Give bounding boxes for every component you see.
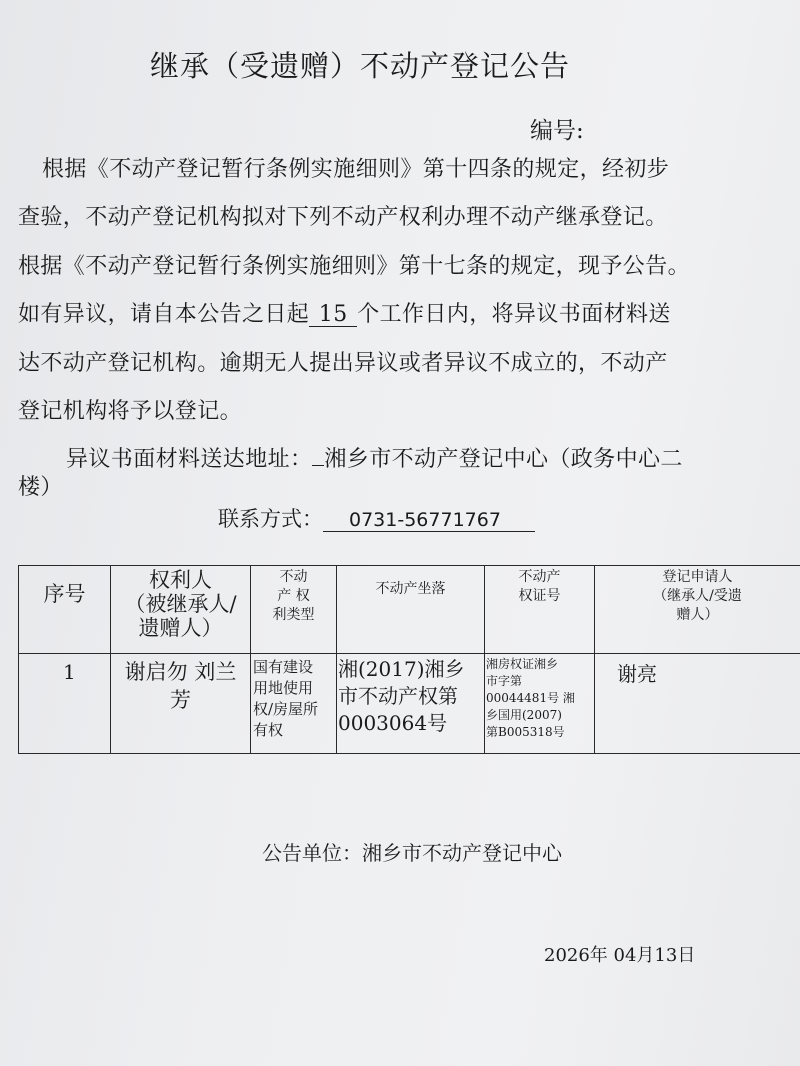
- issuing-unit: 公告单位：湘乡市不动产登记中心: [262, 841, 562, 865]
- header-applicant: 登记申请人 （继承人/受遗 赠人）: [595, 566, 800, 654]
- body-line-6: 登记机构将予以登记。: [18, 399, 243, 424]
- row-location: 湘(2017)湘乡 市不动产权第 0003064号: [337, 654, 485, 754]
- header-seq: 序号: [19, 566, 111, 654]
- address-underline: [312, 465, 324, 466]
- address-value: 湘乡市不动产登记中心（政务中心二: [324, 447, 683, 472]
- row-applicant: 谢亮: [595, 654, 800, 754]
- row-certificate: 湘房权证湘乡 市字第 00044481号 湘 乡国用(2007) 第B005318号: [485, 654, 595, 754]
- row-right-holder: 谢启勿 刘兰 芳: [111, 654, 251, 754]
- objection-period-suffix: 个工作日内，将异议书面材料送: [357, 302, 671, 327]
- header-location: 不动产坐落: [337, 566, 485, 654]
- page-title: 继承（受遗赠）不动产登记公告: [150, 49, 571, 83]
- header-certificate: 不动产 权证号: [485, 566, 595, 654]
- body-line-1: 根据《不动产登记暂行条例实施细则》第十四条的规定，经初步: [42, 157, 670, 182]
- table-header-row: [19, 566, 800, 654]
- objection-period-prefix: 如有异议，请自本公告之日起: [18, 302, 310, 327]
- contact-phone: 0731-56771767: [323, 509, 535, 532]
- body-line-4: [18, 297, 671, 328]
- working-days-value: 15: [309, 303, 357, 327]
- body-line-7: [66, 442, 683, 473]
- body-line-2: 查验，不动产登记机构拟对下列不动产权利办理不动产继承登记。: [18, 205, 668, 230]
- number-label: 编号:: [530, 118, 584, 144]
- contact-info: [218, 503, 535, 533]
- row-right-type: 国有建设 用地使用 权/房屋所 有权: [251, 654, 337, 754]
- header-right-type: 不动 产 权 利类型: [251, 566, 337, 654]
- body-line-5: 达不动产登记机构。逾期无人提出异议或者异议不成立的，不动产: [18, 351, 668, 376]
- header-right-holder: 权利人 （被继承人/ 遗赠人）: [111, 566, 251, 654]
- contact-label: 联系方式：: [218, 507, 323, 531]
- body-line-3: 根据《不动产登记暂行条例实施细则》第十七条的规定，现予公告。: [18, 254, 691, 279]
- table-row: [19, 654, 800, 754]
- row-seq: 1: [19, 654, 111, 754]
- notice-date: 2026年 04月13日: [544, 945, 696, 966]
- property-table: [18, 565, 800, 754]
- body-line-8: 楼）: [18, 475, 63, 500]
- address-label: 异议书面材料送达地址：: [66, 447, 313, 472]
